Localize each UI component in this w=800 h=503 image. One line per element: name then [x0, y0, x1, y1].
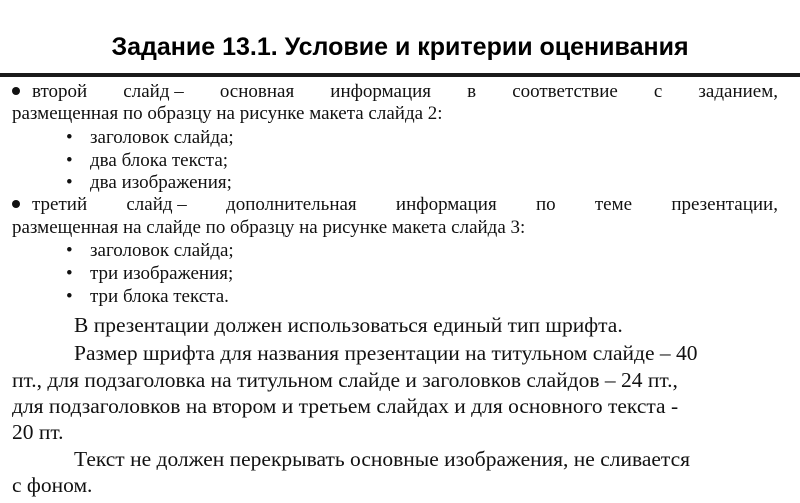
word: второй: [32, 81, 88, 102]
list-item: [66, 241, 234, 261]
slide3-second-line: размещенная на слайде по образцу на рисунке макета слайда 3:: [12, 217, 526, 238]
size-rule-line: для подзаголовков на втором и третьем слайдах и для основного текста -: [12, 394, 679, 418]
word: основная: [219, 81, 295, 102]
size-rule-line: Размер шрифта для названия презентации на титульном слайде – 40: [74, 341, 698, 365]
list-item-text: два изображения;: [90, 172, 232, 193]
bullet-icon: •: [66, 286, 73, 307]
list-item-text: два блока текста;: [90, 150, 229, 171]
slide2-bullet-group: [12, 82, 87, 102]
bullet-icon: •: [66, 127, 73, 148]
bullet-icon: •: [66, 172, 73, 193]
size-rule-line: 20 пт.: [12, 420, 64, 444]
size-rule-line: пт., для подзаголовка на титульном слайде и заголовков слайдов – 24 пт.,: [12, 368, 678, 392]
slide3-first-line: [12, 195, 778, 215]
word: теме: [594, 194, 633, 215]
word: с: [653, 81, 663, 102]
word: слайд –: [126, 194, 187, 215]
word: информация: [330, 81, 432, 102]
word: в: [467, 81, 477, 102]
word: соответствие: [512, 81, 618, 102]
list-item: [66, 128, 234, 148]
word: третий: [32, 194, 88, 215]
list-item: [66, 264, 233, 284]
list-item-text: три изображения;: [90, 263, 234, 284]
word: слайд –: [123, 81, 184, 102]
bullet-icon: •: [66, 150, 73, 171]
bullet-icon: [12, 87, 20, 95]
slide3-bullet-group: [12, 195, 87, 215]
list-item-text: заголовок слайда;: [90, 127, 234, 148]
bullet-icon: [12, 200, 20, 208]
list-item-text: заголовок слайда;: [90, 240, 234, 261]
bullet-icon: •: [66, 240, 73, 261]
slide2-first-line: [12, 82, 778, 102]
slide-title: Задание 13.1. Условие и критерии оценивания: [111, 33, 689, 61]
overlap-rule-line: с фоном.: [12, 473, 93, 497]
slide2-second-line: размещенная по образцу на рисунке макета слайда 2:: [12, 103, 443, 124]
word: презентации,: [671, 194, 778, 215]
list-item-text: три блока текста.: [90, 286, 229, 307]
list-item: [66, 287, 229, 307]
word: заданием,: [698, 81, 778, 102]
word: информация: [395, 194, 497, 215]
word: дополнительная: [226, 194, 357, 215]
bullet-icon: •: [66, 263, 73, 284]
title-divider: [0, 73, 800, 77]
font-rule-paragraph: В презентации должен использоваться единый тип шрифта.: [74, 313, 623, 337]
list-item: [66, 151, 228, 171]
list-item: [66, 173, 232, 193]
word: по: [535, 194, 556, 215]
overlap-rule-line: Текст не должен перекрывать основные изображения, не сливается: [74, 447, 691, 471]
